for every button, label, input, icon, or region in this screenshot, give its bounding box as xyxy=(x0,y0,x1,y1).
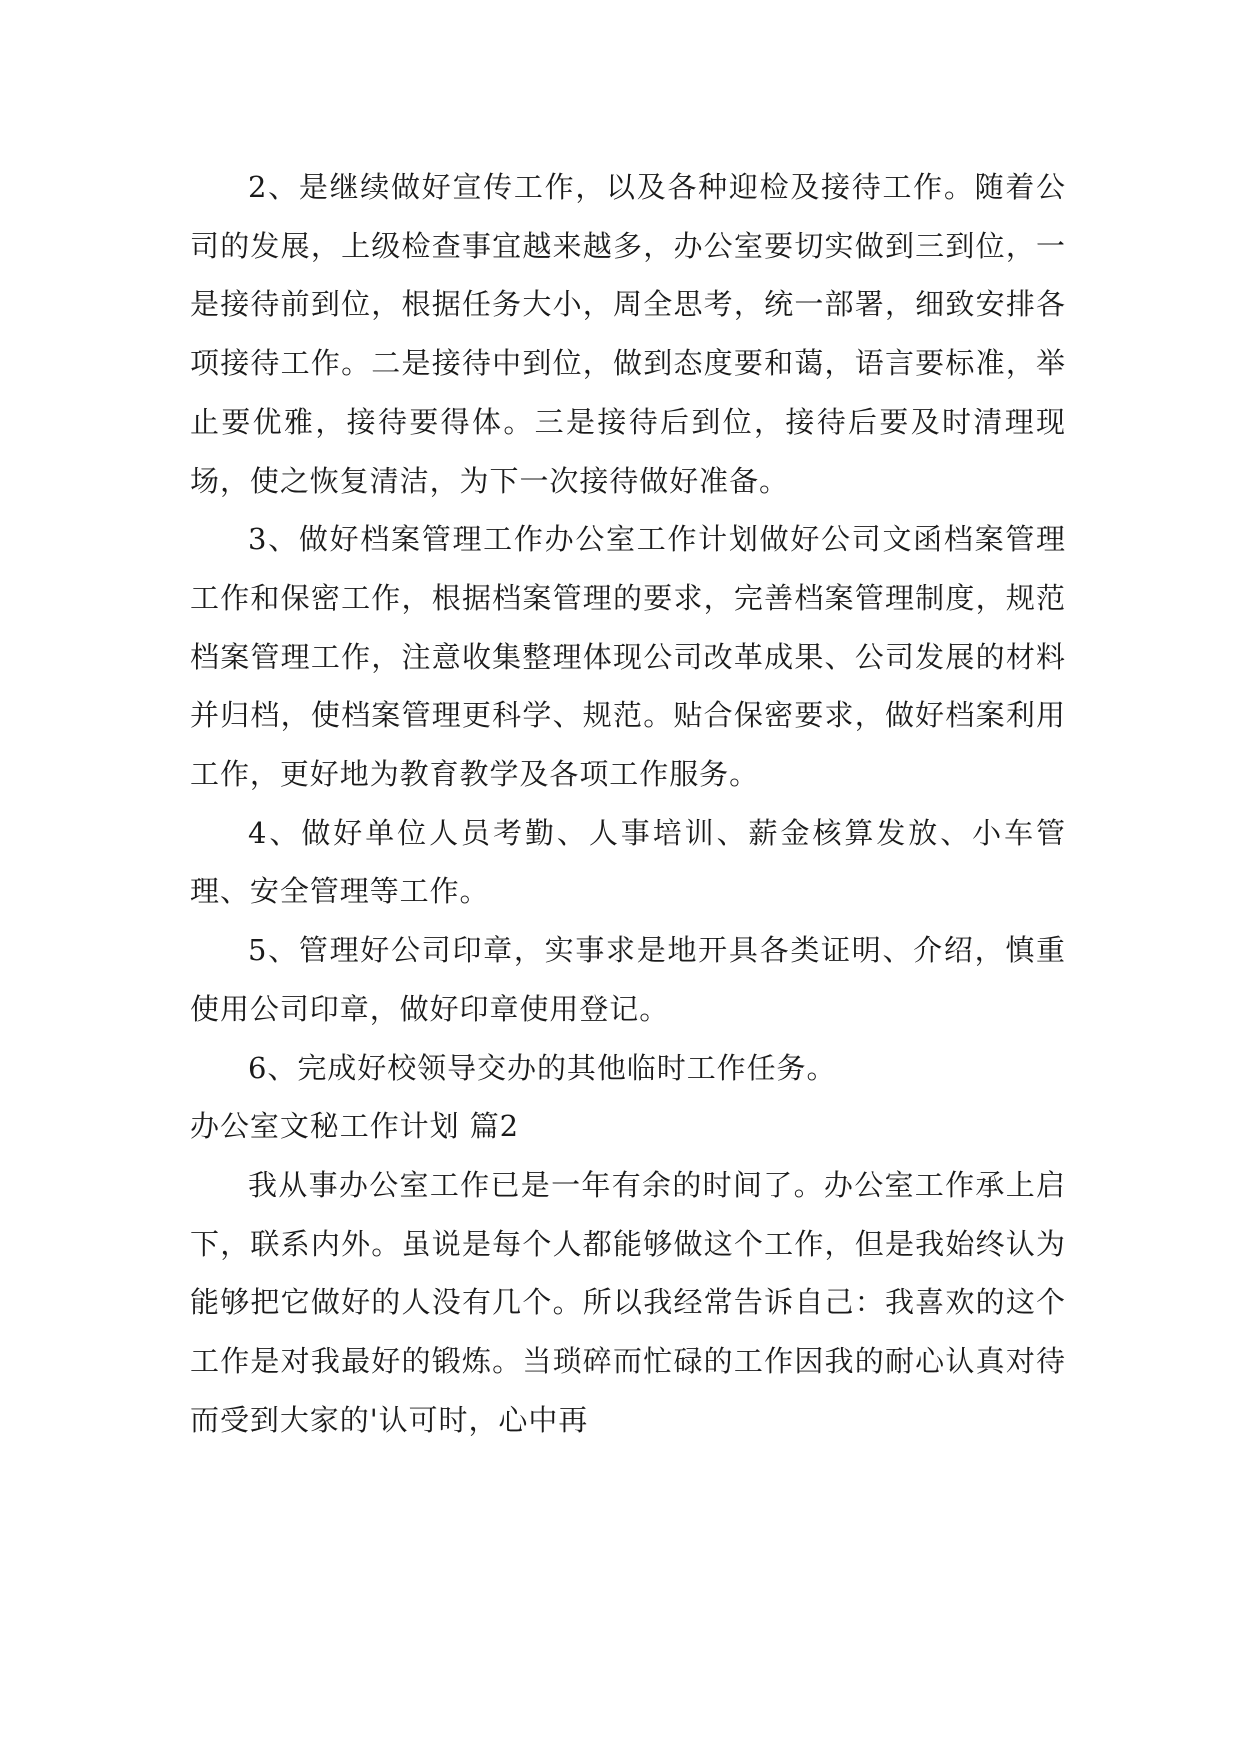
paragraph-item-4: 4、做好单位人员考勤、人事培训、薪金核算发放、小车管理、安全管理等工作。 xyxy=(190,815,1066,909)
paragraph-item-3: 3、做好档案管理工作办公室工作计划做好公司文函档案管理工作和保密工作，根据档案管理的要求，完善档案管理制度，规范档案管理工作，注意收集整理体现公司改革成果、公司发展的材料并归档，使档案管理更科学、规范。贴合保密要求，做好档案利用工作，更好地为教育教学及各项工作服务。 xyxy=(190,522,1066,792)
document-body xyxy=(190,158,1066,1449)
section-heading: 办公室文秘工作计划 篇2 xyxy=(190,1109,520,1144)
paragraph-item-2: 2、是继续做好宣传工作，以及各种迎检及接待工作。随着公司的发展，上级检查事宜越来越多，办公室要切实做到三到位，一是接待前到位，根据任务大小，周全思考，统一部署，细致安排各项接待工作。二是接待中到位，做到态度要和蔼，语言要标准，举止要优雅，接待要得体。三是接待后到位，接待后要及时清理现场，使之恢复清洁，为下一次接待做好准备。 xyxy=(190,170,1066,498)
intro-paragraph: 我从事办公室工作已是一年有余的时间了。办公室工作承上启下，联系内外。虽说是每个人都能够做这个工作，但是我始终认为能够把它做好的人没有几个。所以我经常告诉自己：我喜欢的这个工作是对我最好的锻炼。当琐碎而忙碌的工作因我的耐心认真对待而受到大家的'认可时，心中再 xyxy=(190,1167,1066,1437)
paragraph-item-6: 6、完成好校领导交办的其他临时工作任务。 xyxy=(248,1050,837,1085)
paragraph-item-5: 5、管理好公司印章，实事求是地开具各类证明、介绍，慎重使用公司印章，做好印章使用登记。 xyxy=(190,933,1066,1026)
